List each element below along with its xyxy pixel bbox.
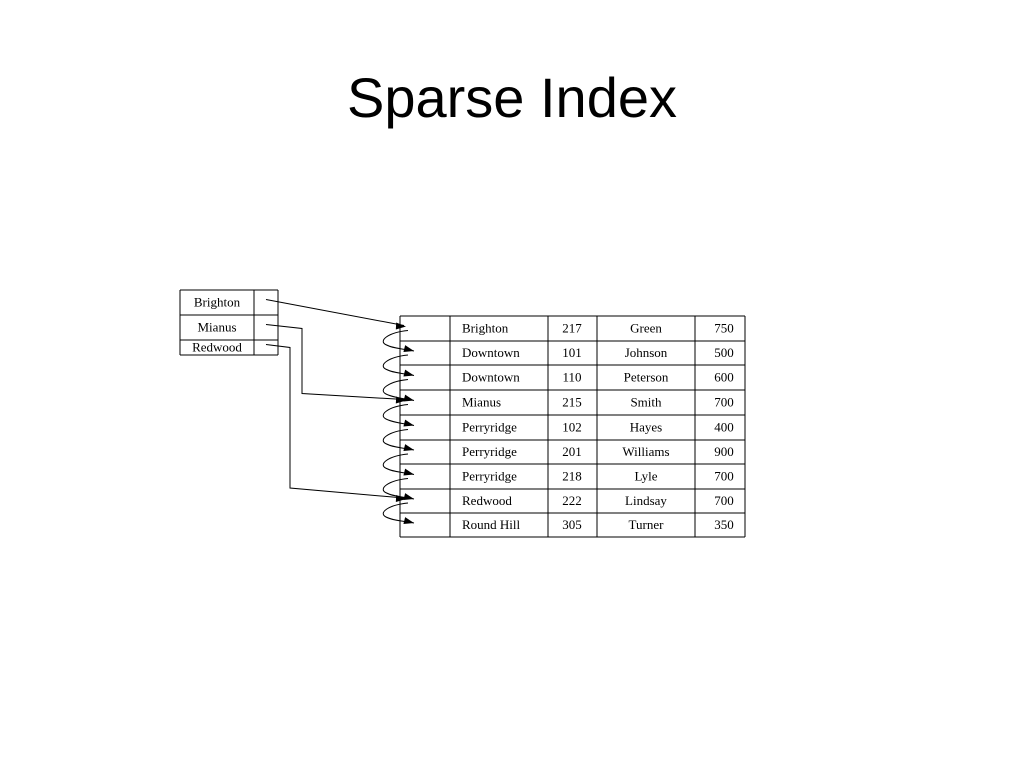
record-customer: Turner (628, 517, 664, 532)
record-customer: Lyle (634, 468, 658, 484)
chain-arrowhead (403, 517, 414, 524)
index-pointers (266, 300, 406, 502)
record-balance: 900 (714, 444, 734, 459)
record-customer: Peterson (623, 369, 669, 385)
index-pointer-arrowhead (396, 323, 406, 330)
index-key: Redwood (192, 339, 242, 355)
record-account: 101 (562, 345, 582, 360)
record-account: 110 (562, 369, 582, 385)
record-balance: 700 (714, 394, 734, 410)
record-customer: Johnson (624, 345, 668, 360)
chain-arrowhead (403, 345, 414, 352)
record-customer: Hayes (629, 419, 663, 435)
record-branch: Round Hill (462, 517, 521, 532)
index-table-labels (192, 295, 242, 355)
record-account: 201 (562, 444, 582, 459)
record-customer: Lindsay (625, 493, 667, 508)
record-chain-pointers (383, 331, 414, 524)
record-branch: Perryridge (462, 468, 517, 484)
chain-arrowhead (403, 420, 414, 427)
record-balance: 500 (714, 345, 734, 360)
index-pointer (266, 325, 404, 400)
record-customer: Smith (630, 394, 662, 410)
record-balance: 350 (714, 517, 734, 532)
chain-arrowhead (403, 444, 414, 451)
record-branch: Perryridge (462, 444, 517, 459)
record-customer: Williams (622, 444, 670, 459)
record-branch: Downtown (462, 345, 520, 360)
record-branch: Redwood (462, 493, 512, 508)
record-customer: Green (630, 320, 662, 336)
record-balance: 400 (714, 419, 734, 435)
record-branch: Perryridge (462, 419, 517, 435)
record-account: 305 (562, 517, 582, 532)
chain-arrowhead (403, 370, 414, 377)
index-pointer (266, 300, 404, 326)
record-account: 218 (562, 468, 582, 484)
record-account: 102 (562, 419, 582, 435)
index-key: Brighton (193, 294, 241, 310)
record-branch: Brighton (462, 320, 509, 336)
chain-arrowhead (403, 469, 414, 476)
record-table-values (462, 321, 734, 533)
record-account: 217 (562, 320, 582, 336)
record-branch: Mianus (462, 394, 501, 410)
slide-title: Sparse Index (347, 66, 677, 129)
record-balance: 600 (714, 369, 734, 385)
record-account: 215 (562, 394, 582, 410)
record-balance: 700 (714, 493, 734, 508)
record-balance: 700 (714, 468, 734, 484)
record-branch: Downtown (462, 369, 520, 385)
record-account: 222 (562, 493, 582, 508)
index-key: Mianus (197, 319, 237, 335)
record-balance: 750 (714, 320, 734, 336)
